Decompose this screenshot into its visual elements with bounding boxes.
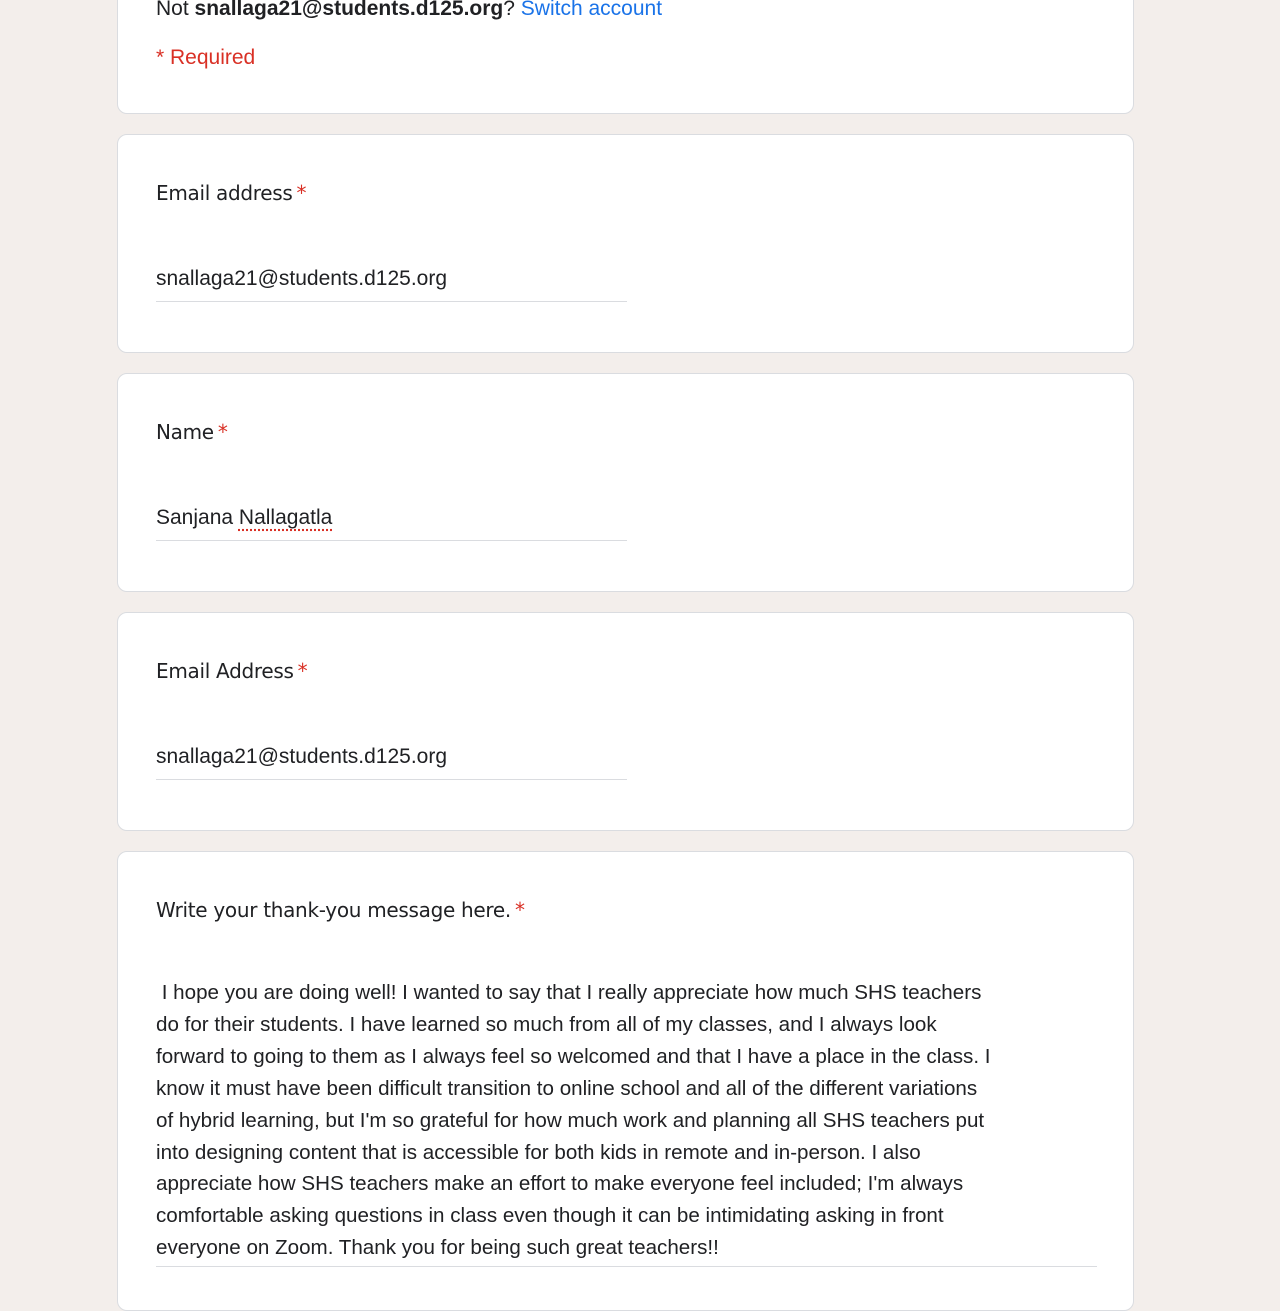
question-title: [156, 659, 307, 683]
name-input[interactable]: [156, 502, 627, 541]
form-header-card: [117, 0, 1134, 114]
question-title-text: Email Address: [156, 659, 294, 683]
question-title: [156, 181, 306, 205]
email-address-input[interactable]: snallaga21@students.d125.org: [156, 263, 627, 302]
message-line: appreciate how SHS teachers make an effort to make everyone feel included; I'm always: [156, 1172, 964, 1196]
question-title: [156, 898, 525, 922]
message-line: forward to going to them as I always feel so welcomed and that I have a place in the class. I: [156, 1044, 991, 1068]
required-star: *: [297, 659, 308, 683]
question-title-text: Name: [156, 420, 214, 444]
thank-you-message-textarea[interactable]: [156, 977, 1097, 1267]
message-line: I hope you are doing well! I wanted to say that I really appreciate how much SHS teachers: [156, 981, 982, 1004]
question-title-text: Write your thank-you message here.: [156, 898, 511, 922]
question-title: [156, 420, 228, 444]
not-prefix: Not: [156, 0, 195, 20]
question-card-thank-you-message: [117, 851, 1134, 1311]
name-last-misspelled: Nallagatla: [238, 506, 333, 529]
required-star: *: [514, 898, 525, 922]
account-line: [156, 0, 662, 21]
question-card-name: [117, 373, 1134, 592]
question-title-text: Email address: [156, 181, 293, 205]
message-line: everyone on Zoom. Thank you for being such great teachers!!: [156, 1236, 719, 1260]
question-card-email-address: [117, 134, 1134, 353]
message-line: into designing content that is accessible for both kids in remote and in-person. I also: [156, 1140, 921, 1164]
message-line: do for their students. I have learned so much from all of my classes, and I always look: [156, 1012, 937, 1036]
account-email: snallaga21@students.d125.org: [194, 0, 504, 20]
question-mark: ?: [503, 0, 515, 20]
required-star: *: [296, 181, 307, 205]
required-note: * Required: [156, 46, 256, 69]
switch-account-link[interactable]: Switch account: [520, 0, 663, 20]
name-first: Sanjana: [156, 506, 234, 529]
message-line: know it must have been difficult transition to online school and all of the different variations: [156, 1076, 978, 1100]
required-star: *: [217, 420, 228, 444]
email-address-input-2[interactable]: snallaga21@students.d125.org: [156, 741, 627, 780]
question-card-email-address-2: [117, 612, 1134, 831]
message-line: of hybrid learning, but I'm so grateful for how much work and planning all SHS teachers put: [156, 1108, 985, 1132]
message-line: comfortable asking questions in class even though it can be intimidating asking in front: [156, 1204, 944, 1228]
